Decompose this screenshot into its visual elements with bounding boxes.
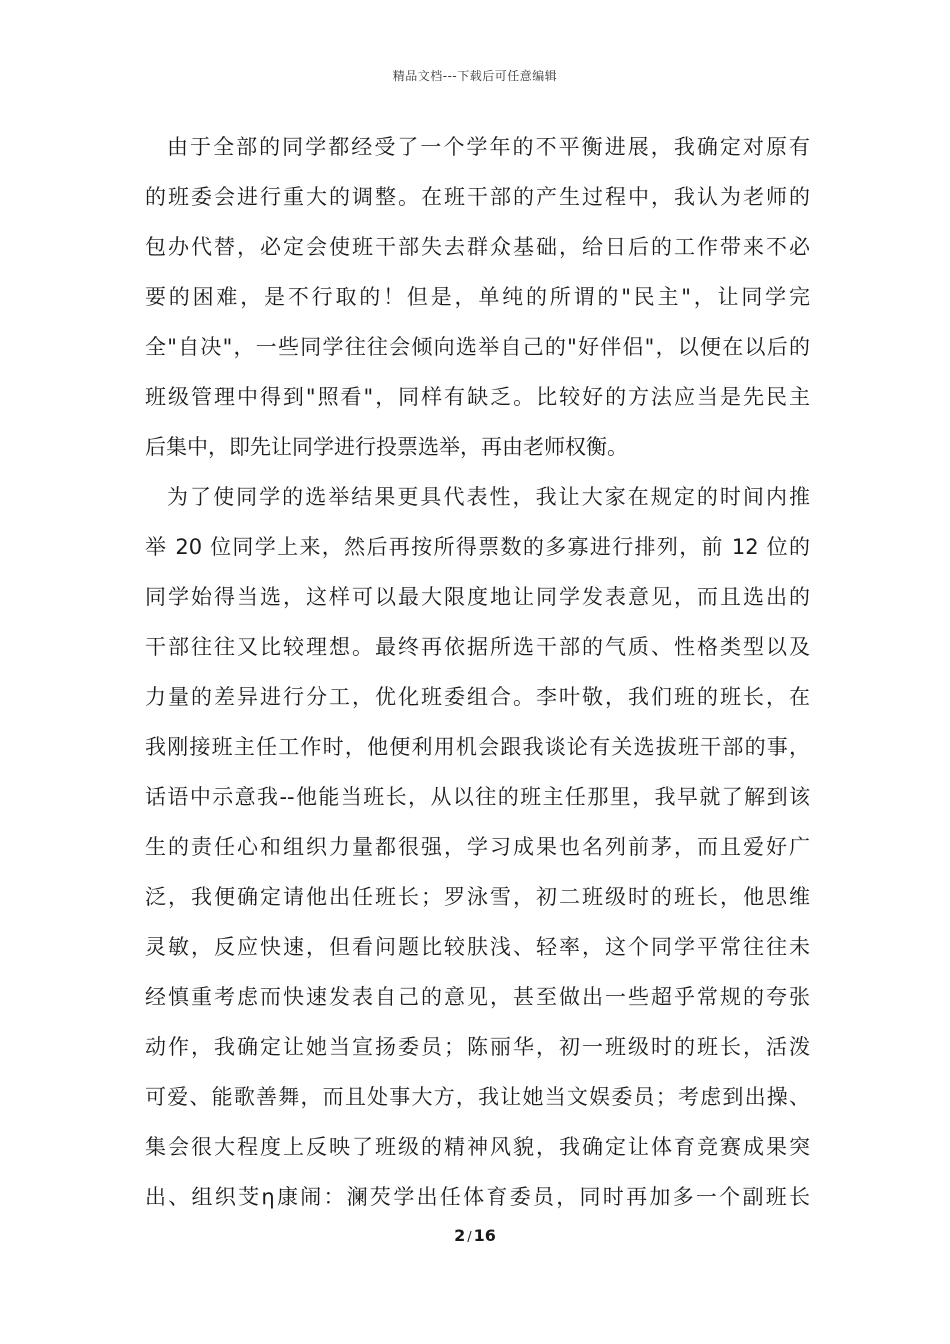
paragraph-2-line-10: 灵敏，反应快速，但看问题比较肤浅、轻率，这个同学平常往往未: [145, 935, 810, 959]
paragraph-2-line-1: 为了使同学的选举结果更具代表性，我让大家在规定的时间内推: [167, 485, 810, 509]
paragraph-2-line-6: 我刚接班主任工作时，他便利用机会跟我谈论有关选拔班干部的事，: [145, 735, 810, 759]
current-page: 2: [454, 1226, 466, 1245]
paragraph-2-line-4: 干部往往又比较理想。最终再依据所选干部的气质、性格类型以及: [145, 635, 810, 659]
paragraph-2-line-9: 泛，我便确定请他出任班长；罗泳雪，初二班级时的班长，他思维: [145, 885, 810, 909]
total-pages: 16: [473, 1226, 496, 1245]
paragraph-2-line-3: 同学始得当选，这样可以最大限度地让同学发表意见，而且选出的: [145, 585, 810, 609]
paragraph-2-line-8: 生的责任心和组织力量都很强，学习成果也名列前茅，而且爱好广: [145, 835, 810, 859]
paragraph-2-line-5: 力量的差异进行分工，优化班委组合。李叶敬，我们班的班长，在: [145, 685, 810, 709]
paragraph-1-line-6: 班级管理中得到"照看"，同样有缺乏。比较好的方法应当是先民主: [145, 385, 810, 409]
page-number: [0, 1226, 950, 1245]
paragraph-2-line-13: 可爱、能歌善舞，而且处事大方，我让她当文娱委员；考虑到出操、: [145, 1085, 810, 1109]
paragraph-1-line-1: 由于全部的同学都经受了一个学年的不平衡进展，我确定对原有: [167, 135, 810, 159]
page-header: 精品文档---下载后可任意编辑: [392, 69, 558, 83]
paragraph-2-line-15: 出、组织芠η康闹：澜芡学出任体育委员，同时再加多一个副班长: [145, 1185, 810, 1209]
paragraph-1-line-3: 包办代替，必定会使班干部失去群众基础，给日后的工作带来不必: [145, 235, 810, 259]
paragraph-1-line-4: 要的困难，是不行取的！但是，单纯的所谓的"民主"，让同学完: [145, 285, 810, 309]
paragraph-1-line-7: 后集中，即先让同学进行投票选举，再由老师权衡。: [145, 435, 628, 459]
paragraph-2-line-2: 举 20 位同学上来，然后再按所得票数的多寡进行排列，前 12 位的: [145, 535, 810, 559]
paragraph-1-line-5: 全"自决"，一些同学往往会倾向选举自己的"好伴侣"，以便在以后的: [145, 335, 810, 359]
paragraph-2-line-12: 动作，我确定让她当宣扬委员；陈丽华，初一班级时的班长，活泼: [145, 1035, 810, 1059]
page-separator: /: [467, 1230, 472, 1245]
paragraph-2-line-11: 经慎重考虑而快速发表自己的意见，甚至做出一些超乎常规的夸张: [145, 985, 810, 1009]
paragraph-1-line-2: 的班委会进行重大的调整。在班干部的产生过程中，我认为老师的: [145, 185, 810, 209]
paragraph-2-line-7: 话语中示意我--他能当班长，从以往的班主任那里，我早就了解到该: [145, 785, 810, 809]
document-body: [145, 127, 810, 1227]
paragraph-2-line-14: 集会很大程度上反映了班级的精神风貌，我确定让体育竞赛成果突: [145, 1135, 810, 1159]
